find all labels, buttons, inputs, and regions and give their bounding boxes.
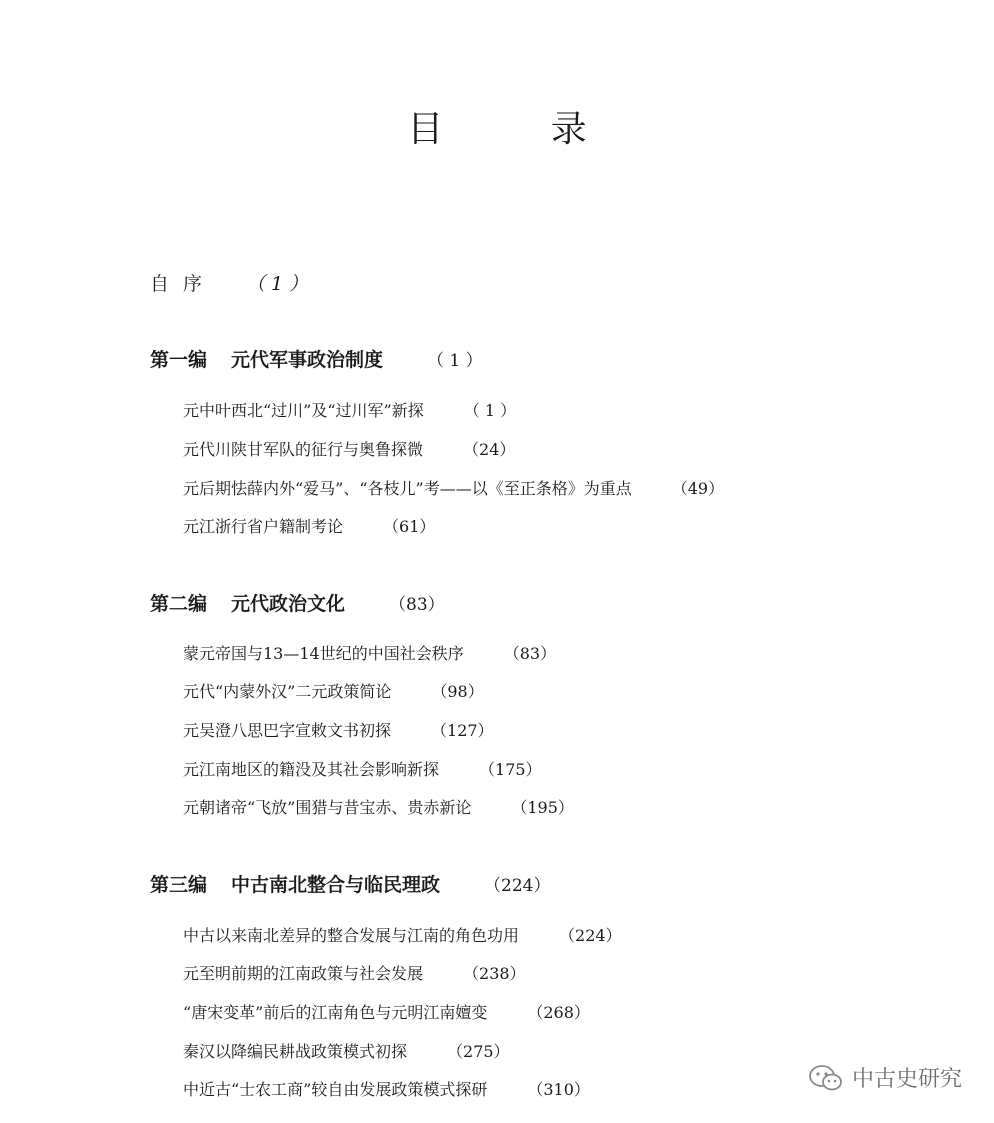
entry-title: 元代“内蒙外汉”二元政策简论 (183, 682, 392, 701)
part-title: 元代军事政治制度 (231, 349, 384, 371)
toc-entry[interactable] (183, 642, 556, 666)
entry-title: 元代川陕甘军队的征行与奥鲁探微 (183, 440, 424, 459)
entry-page: （24） (463, 440, 516, 459)
toc-entry[interactable] (183, 1001, 590, 1025)
entry-page: （310） (527, 1080, 590, 1099)
part-number: 第二编 (150, 593, 208, 615)
entry-page: （49） (671, 479, 725, 498)
entry-title: 中近古“士农工商”较自由发展政策模式探研 (183, 1080, 488, 1099)
entry-title: 蒙元帝国与13—14世纪的中国社会秩序 (183, 644, 464, 663)
toc-entry[interactable] (183, 962, 526, 986)
toc-entry[interactable] (183, 477, 724, 501)
entry-title: 元江浙行省户籍制考论 (183, 517, 344, 536)
entry-page: （98） (431, 682, 484, 701)
wechat-icon (808, 1064, 844, 1092)
entry-page: （195） (511, 798, 574, 817)
entry-page: （268） (527, 1003, 590, 1022)
entry-page: （175） (479, 760, 542, 779)
toc-entry[interactable] (183, 680, 484, 704)
entry-page: （83） (503, 644, 557, 663)
entry-title: 元中叶西北“过川”及“过川军”新探 (183, 401, 424, 420)
entry-page: （127） (431, 721, 494, 740)
toc-entry[interactable] (183, 796, 574, 820)
part-page: （224） (484, 876, 551, 896)
entry-page: （238） (463, 964, 526, 983)
entry-title: 元江南地区的籍没及其社会影响新探 (183, 760, 440, 779)
part-title: 元代政治文化 (231, 593, 346, 615)
toc-entry[interactable] (183, 399, 516, 423)
entry-page: （224） (559, 926, 622, 945)
entry-title: 秦汉以降编民耕战政策模式初探 (183, 1042, 408, 1061)
entry-title: 元后期怯薛内外“爱马”、“各枝儿”考——以《至正条格》为重点 (183, 479, 632, 498)
entry-title: 元朝诸帝“飞放”围猎与昔宝赤、贵赤新论 (183, 798, 472, 817)
preface-label: 自序 (150, 273, 217, 295)
entry-title: 元至明前期的江南政策与社会发展 (183, 964, 424, 983)
toc-entry[interactable] (183, 1078, 590, 1102)
part-page: （ 1 ） (427, 351, 483, 371)
entry-page: （ 1 ） (463, 401, 517, 420)
watermark-text: 中古史研究 (851, 1067, 962, 1092)
toc-entry[interactable] (183, 1040, 510, 1064)
part-title: 中古南北整合与临民理政 (231, 874, 441, 896)
entry-page: （61） (383, 517, 436, 536)
toc-part-1[interactable] (150, 346, 483, 375)
toc-entry[interactable] (183, 438, 515, 462)
toc-entry[interactable] (183, 719, 494, 743)
toc-entry[interactable] (183, 515, 435, 539)
part-number: 第一编 (150, 349, 208, 371)
entry-page: （275） (447, 1042, 510, 1061)
preface-page: （ 1 ） (246, 273, 309, 295)
part-number: 第三编 (150, 874, 208, 896)
watermark (808, 1062, 962, 1093)
toc-entry[interactable] (183, 924, 622, 948)
entry-title: “唐宋变革”前后的江南角色与元明江南嬗变 (183, 1003, 488, 1022)
entry-title: 中古以来南北差异的整合发展与江南的角色功用 (183, 926, 520, 945)
toc-entry[interactable] (183, 758, 542, 782)
toc-part-2[interactable] (150, 590, 445, 619)
entry-title: 元吴澄八思巴字宣敕文书初探 (183, 721, 392, 740)
toc-preface[interactable] (150, 270, 308, 298)
toc-part-3[interactable] (150, 871, 550, 900)
page-title: 目 录 (407, 109, 635, 150)
part-page: （83） (389, 595, 445, 615)
